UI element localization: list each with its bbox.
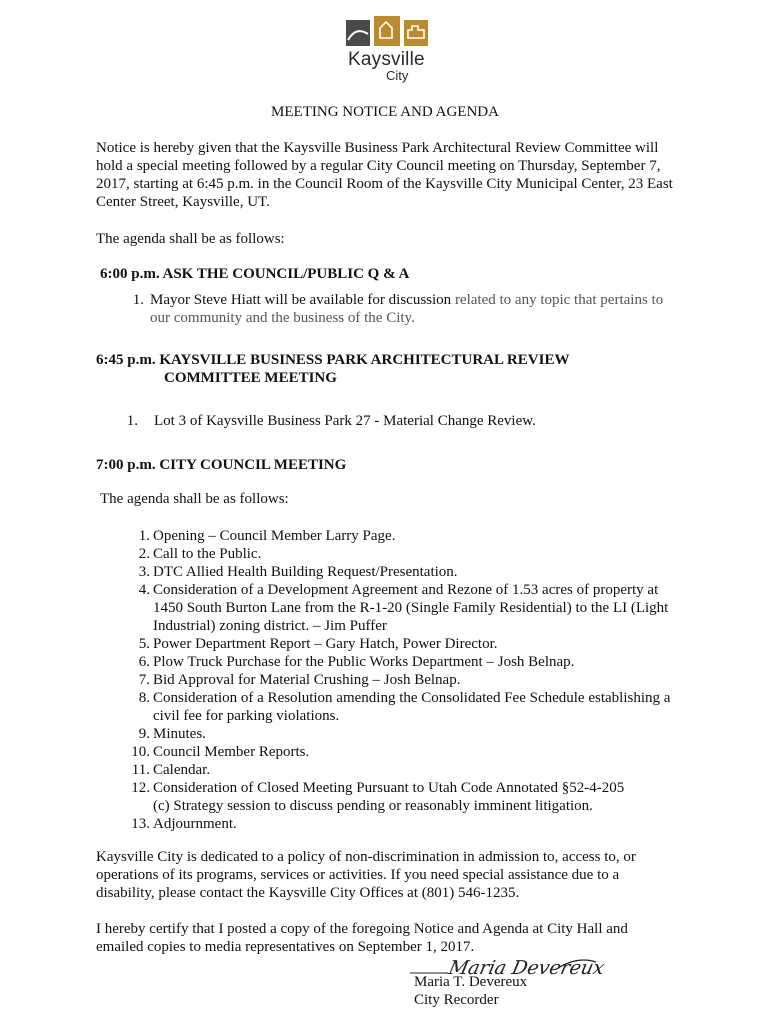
certify-line: I hereby certify that I posted a copy of the foregoing Notice and Agenda at City Hall and: [96, 921, 628, 937]
notice-line: Center Street, Kaysville, UT.: [96, 194, 270, 210]
item-text: Power Department Report – Gary Hatch, Power Director.: [153, 636, 498, 652]
item-number: 6.: [138, 654, 150, 670]
section-heading-public-qa: 6:00 p.m. ASK THE COUNCIL/PUBLIC Q & A: [100, 266, 410, 282]
item-text: Consideration of a Development Agreement and Rezone of 1.53 acres of property at: [153, 582, 659, 598]
item-text: Call to the Public.: [153, 546, 262, 562]
item-text: civil fee for parking violations.: [153, 708, 340, 724]
item-number: 7.: [138, 672, 150, 688]
item-number: 12.: [131, 780, 150, 796]
certify-line: emailed copies to media representatives on September 1, 2017.: [96, 939, 475, 955]
notice-line: hold a special meeting followed by a regular City Council meeting on Thursday, September 7,: [96, 158, 661, 174]
item-text: Consideration of Closed Meeting Pursuant to Utah Code Annotated §52-4-205: [153, 780, 625, 796]
item-text: Adjournment.: [153, 816, 237, 832]
item-text: related to any topic that pertains to: [454, 292, 664, 308]
item-number: 4.: [138, 582, 150, 598]
item-number: 1.: [138, 528, 150, 544]
section-heading-city-council: 7:00 p.m. CITY COUNCIL MEETING: [96, 457, 347, 473]
item-text-continued: our community and the business of the City.: [150, 310, 415, 326]
section-heading-architectural-review: 6:45 p.m. KAYSVILLE BUSINESS PARK ARCHITECTURAL REVIEW: [96, 352, 570, 368]
signature-script: Maria Devereux: [446, 956, 607, 979]
notice-line: 2017, starting at 6:45 p.m. in the Council Room of the Kaysville City Municipal Center, 23 East: [96, 176, 673, 192]
item-text: Mayor Steve Hiatt will be available for discussion: [150, 292, 455, 308]
certify-paragraph: [96, 920, 686, 956]
policy-line: operations of its programs, services or activities. If you need special assistance due to a: [96, 867, 620, 883]
document-title: MEETING NOTICE AND AGENDA: [271, 104, 499, 120]
item-number: 10.: [131, 744, 150, 760]
policy-line: disability, please contact the Kaysville City Offices at (801) 546-1235.: [96, 885, 520, 901]
item-number: 13.: [131, 816, 150, 832]
item-text: Industrial) zoning district. – Jim Puffer: [153, 618, 387, 634]
logo-mark-icon: [346, 16, 430, 50]
signer-role: City Recorder: [414, 992, 499, 1008]
item-number: 1.: [126, 413, 138, 429]
logo-name: Kaysville: [348, 49, 425, 70]
item-text: Bid Approval for Material Crushing – Josh Belnap.: [153, 672, 461, 688]
item-number: 9.: [138, 726, 150, 742]
kaysville-city-logo: [340, 16, 436, 86]
item-number: 5.: [138, 636, 150, 652]
item-number: 1.: [132, 292, 144, 308]
item-text: Council Member Reports.: [153, 744, 310, 760]
logo-sub: City: [386, 68, 409, 83]
agenda-intro: The agenda shall be as follows:: [96, 231, 285, 247]
item-number: 11.: [131, 762, 150, 778]
item-text: Opening – Council Member Larry Page.: [153, 528, 396, 544]
item-number: 3.: [138, 564, 150, 580]
section-heading-architectural-review-cont: COMMITTEE MEETING: [164, 370, 337, 386]
agenda-intro-council: The agenda shall be as follows:: [100, 491, 289, 507]
item-text: Minutes.: [153, 726, 206, 742]
item-text: Plow Truck Purchase for the Public Works Department – Josh Belnap.: [153, 654, 575, 670]
policy-paragraph: [96, 848, 686, 902]
notice-paragraph: [96, 139, 686, 211]
item-number: 2.: [138, 546, 150, 562]
item-text: DTC Allied Health Building Request/Presentation.: [153, 564, 458, 580]
signer-name: Maria T. Devereux: [414, 974, 528, 990]
item-text: Lot 3 of Kaysville Business Park 27 - Material Change Review.: [154, 413, 536, 429]
item-text: 1450 South Burton Lane from the R-1-20 (Single Family Residential) to the LI (Light: [153, 600, 669, 616]
item-text: Calendar.: [153, 762, 211, 778]
policy-line: Kaysville City is dedicated to a policy of non-discrimination in admission to, access to, or: [96, 849, 636, 865]
item-number: 8.: [138, 690, 150, 706]
item-text: (c) Strategy session to discuss pending or reasonably imminent litigation.: [153, 798, 593, 814]
notice-line: Notice is hereby given that the Kaysville Business Park Architectural Review Committee will: [96, 140, 659, 156]
item-text: Consideration of a Resolution amending the Consolidated Fee Schedule establishing a: [153, 690, 671, 706]
